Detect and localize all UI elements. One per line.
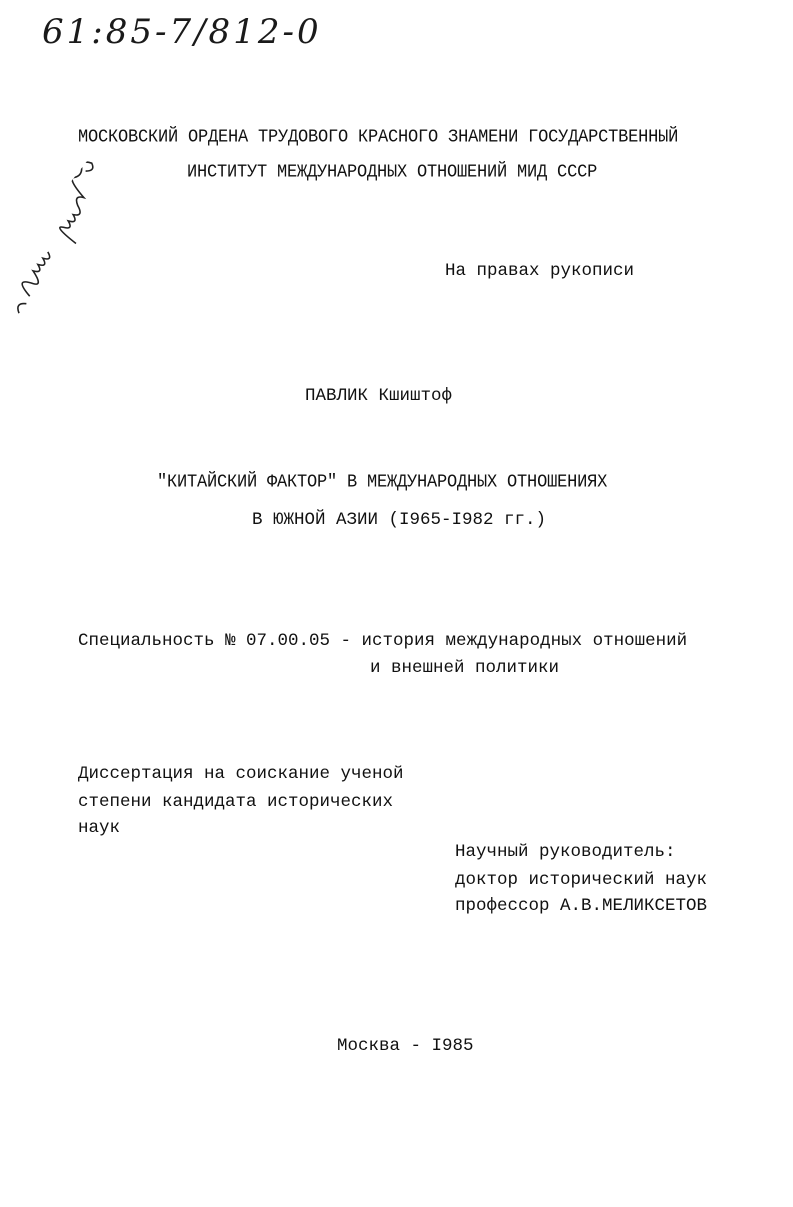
supervisor-line-1: Научный руководитель:: [455, 842, 676, 862]
manuscript-note: На правах рукописи: [445, 261, 635, 281]
title-line-1: "КИТАЙСКИЙ ФАКТОР" В МЕЖДУНАРОДНЫХ ОТНОШЕНИЯХ: [157, 472, 608, 493]
institution-line-2: ИНСТИТУТ МЕЖДУНАРОДНЫХ ОТНОШЕНИЙ МИД СССР: [187, 162, 598, 183]
specialty-line-1: Специальность № 07.00.05 - история международных отношений: [78, 631, 688, 651]
institution-line-1: МОСКОВСКИЙ ОРДЕНА ТРУДОВОГО КРАСНОГО ЗНАМЕНИ ГОСУДАРСТВЕННЫЙ: [78, 127, 679, 148]
degree-line-1: Диссертация на соискание ученой: [78, 764, 404, 784]
author-name: ПАВЛИК Кшиштоф: [305, 386, 453, 406]
place-year: Москва - I985: [337, 1036, 474, 1056]
degree-line-3: наук: [78, 818, 121, 838]
specialty-line-2: и внешней политики: [370, 658, 560, 678]
supervisor-line-2: доктор исторический наук: [455, 870, 708, 890]
degree-line-2: степени кандидата исторических: [78, 792, 394, 812]
title-line-2: В ЮЖНОЙ АЗИИ (I965-I982 гг.): [252, 510, 547, 530]
archive-code: 61:85-7/812-0: [42, 12, 322, 52]
supervisor-line-3: профессор А.В.МЕЛИКСЕТОВ: [455, 896, 708, 916]
